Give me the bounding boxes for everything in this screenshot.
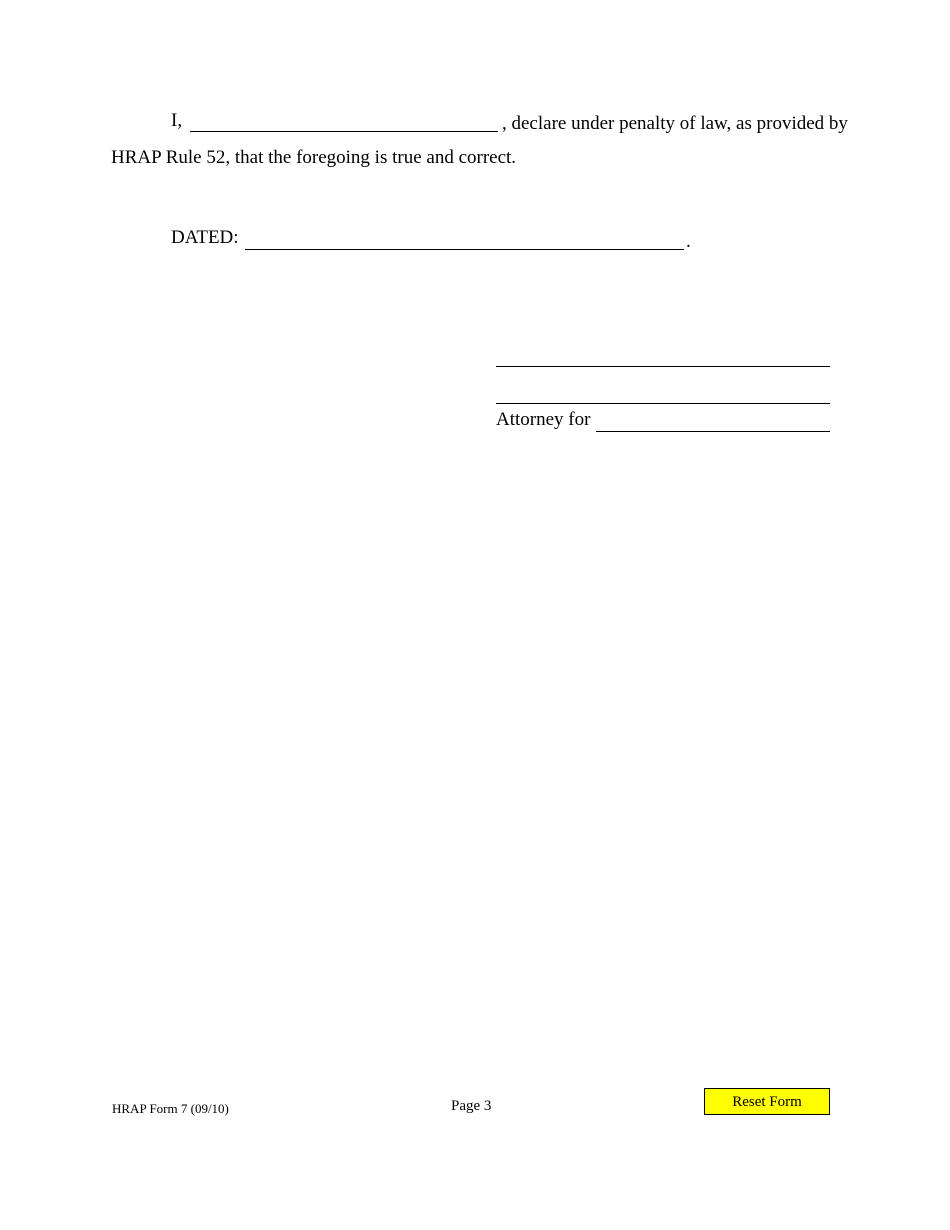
signature-line-1-field[interactable] [496, 345, 830, 367]
attorney-for-label: Attorney for [496, 409, 591, 430]
attorney-for-field[interactable] [596, 410, 830, 432]
signature-line-2-field[interactable] [496, 382, 830, 404]
page-number: Page 3 [451, 1098, 492, 1114]
dated-field[interactable] [245, 228, 684, 250]
declaration-suffix: , declare under penalty of law, as provided by [502, 113, 848, 134]
declaration-prefix: I, [171, 110, 183, 131]
declarant-name-field[interactable] [190, 110, 498, 132]
dated-label: DATED: [171, 227, 239, 248]
dated-period: . [686, 231, 691, 252]
form-identifier: HRAP Form 7 (09/10) [112, 1101, 229, 1116]
declaration-line-2: HRAP Rule 52, that the foregoing is true and correct. [111, 147, 517, 168]
reset-form-button[interactable]: Reset Form [704, 1088, 830, 1115]
